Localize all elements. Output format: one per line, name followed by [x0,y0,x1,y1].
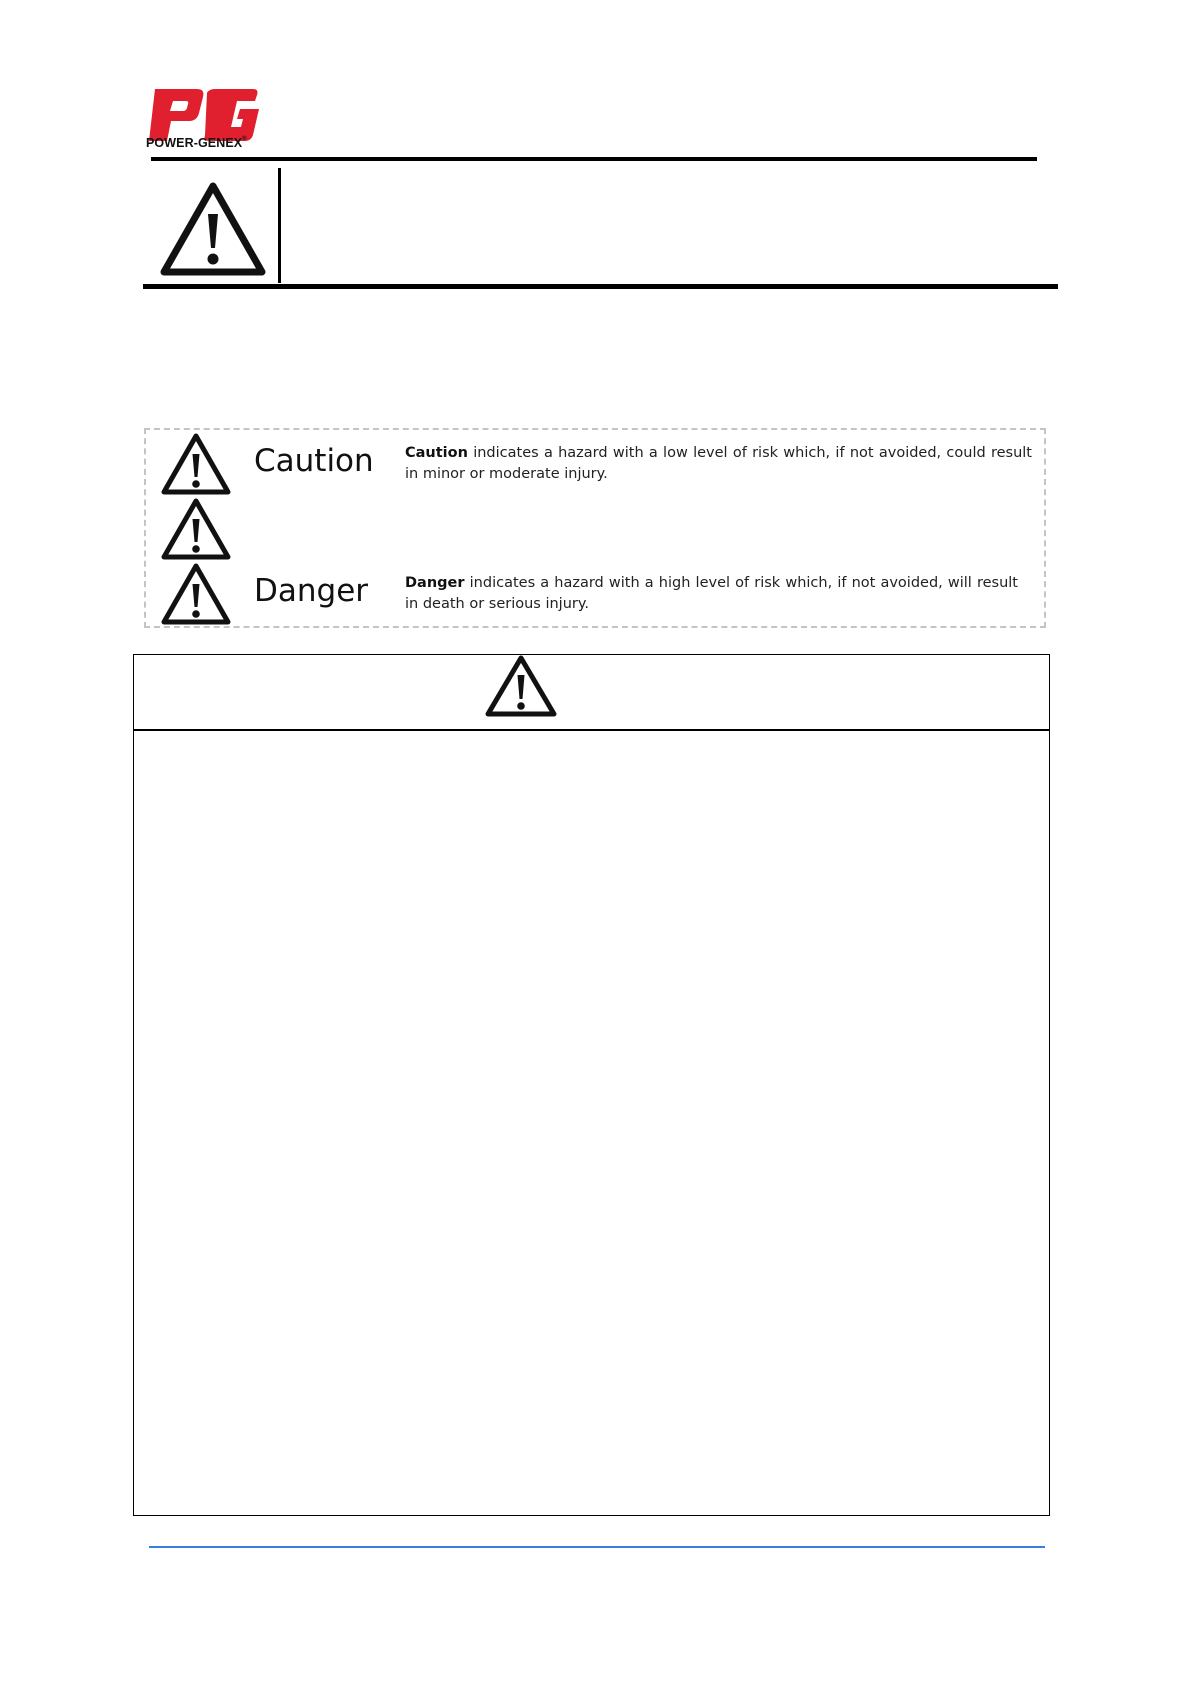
header-divider [278,168,281,283]
footer-rule [149,1546,1045,1548]
header-top-rule [151,157,1037,161]
warning-triangle-icon [158,178,268,278]
header-bottom-rule [143,284,1058,289]
warning-icon [160,497,232,561]
caution-warning-icon [160,432,232,496]
logo-wordmark: POWER-GENEX® [146,136,247,150]
safety-header-divider [133,729,1050,731]
caution-description: Caution indicates a hazard with a low level of risk which, if not avoided, could result in minor or moderate injury. [405,445,1032,482]
danger-title: Danger [254,573,369,609]
danger-description: Danger indicates a hazard with a high level of risk which, if not avoided, will result in death or serious injury. [405,575,1018,612]
danger-warning-icon [160,562,232,626]
safety-warning-icon [484,654,558,718]
caution-title: Caution [254,443,374,479]
safety-instructions-box [133,654,1050,1516]
